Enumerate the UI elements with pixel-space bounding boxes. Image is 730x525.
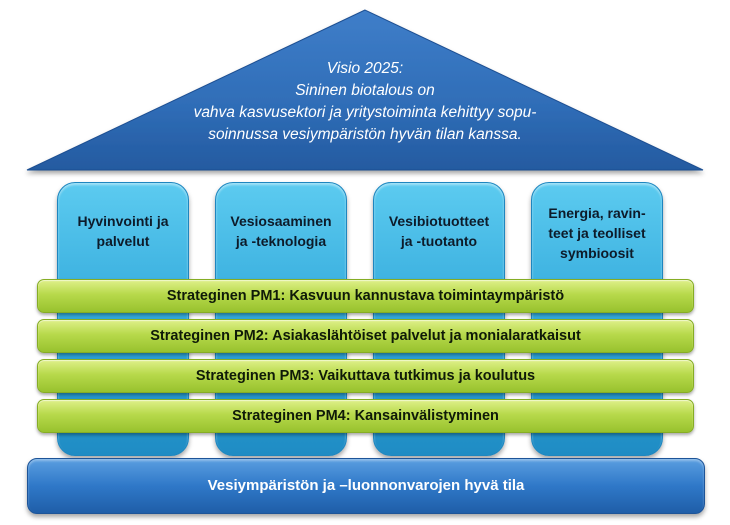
pillar-label-line: Hyvinvointi ja (77, 213, 169, 229)
strategic-bar-label (38, 407, 693, 425)
strategic-bar-pm1 (37, 279, 694, 313)
strategic-bar-prefix: Strateginen PM4: (232, 408, 351, 424)
pillar-label-line: Vesibiotuotteet (388, 213, 490, 229)
pillar-label-line: Energia, ravin- (548, 205, 646, 221)
pillar-label-line: palvelut (96, 233, 150, 249)
pillar-label (58, 211, 188, 251)
vision-line: vahva kasvusektori ja yritystoiminta kehittyy sopu- (193, 104, 537, 121)
pillar-label (374, 211, 504, 251)
pillar-label (532, 203, 662, 263)
pillar-label-line: Vesiosaaminen (230, 213, 332, 229)
strategic-bar-text: Vaikuttava tutkimus ja koulutus (318, 368, 536, 384)
vision-line: soinnussa vesiympäristön hyvän tilan kanssa. (208, 126, 522, 143)
foundation-base (27, 458, 705, 514)
strategic-bar-prefix: Strateginen PM1: (166, 288, 286, 304)
strategic-bar-text: Kasvuun kannustava toimintaympäristö (289, 288, 565, 304)
strategic-bar-pm3 (37, 359, 694, 393)
pillar-label-line: ja -tuotanto (400, 233, 478, 249)
strategic-bar-label (38, 287, 693, 305)
vision-text (120, 58, 610, 146)
foundation-label: Vesiympäristön ja –luonnonvarojen hyvä tila (207, 477, 525, 494)
strategic-bar-prefix: Strateginen PM2: (150, 328, 269, 344)
pillar-label (216, 211, 346, 251)
vision-line: Visio 2025: (326, 60, 404, 77)
vision-line: Sininen biotalous on (295, 82, 435, 99)
strategic-bar-prefix: Strateginen PM3: (195, 368, 315, 384)
strategic-bar-pm2 (37, 319, 694, 353)
strategic-bar-text: Asiakaslähtöiset palvelut ja monialaratkaisut (272, 328, 581, 344)
pillar-label-line: symbioosit (560, 245, 634, 261)
pillar-label-line: teet ja teolliset (548, 225, 646, 241)
strategic-bar-label (38, 327, 693, 345)
strategic-bar-label (38, 367, 693, 385)
pillar-label-line: ja -teknologia (235, 233, 327, 249)
strategic-bar-pm4 (37, 399, 694, 433)
strategic-bar-text: Kansainvälistyminen (354, 408, 499, 424)
